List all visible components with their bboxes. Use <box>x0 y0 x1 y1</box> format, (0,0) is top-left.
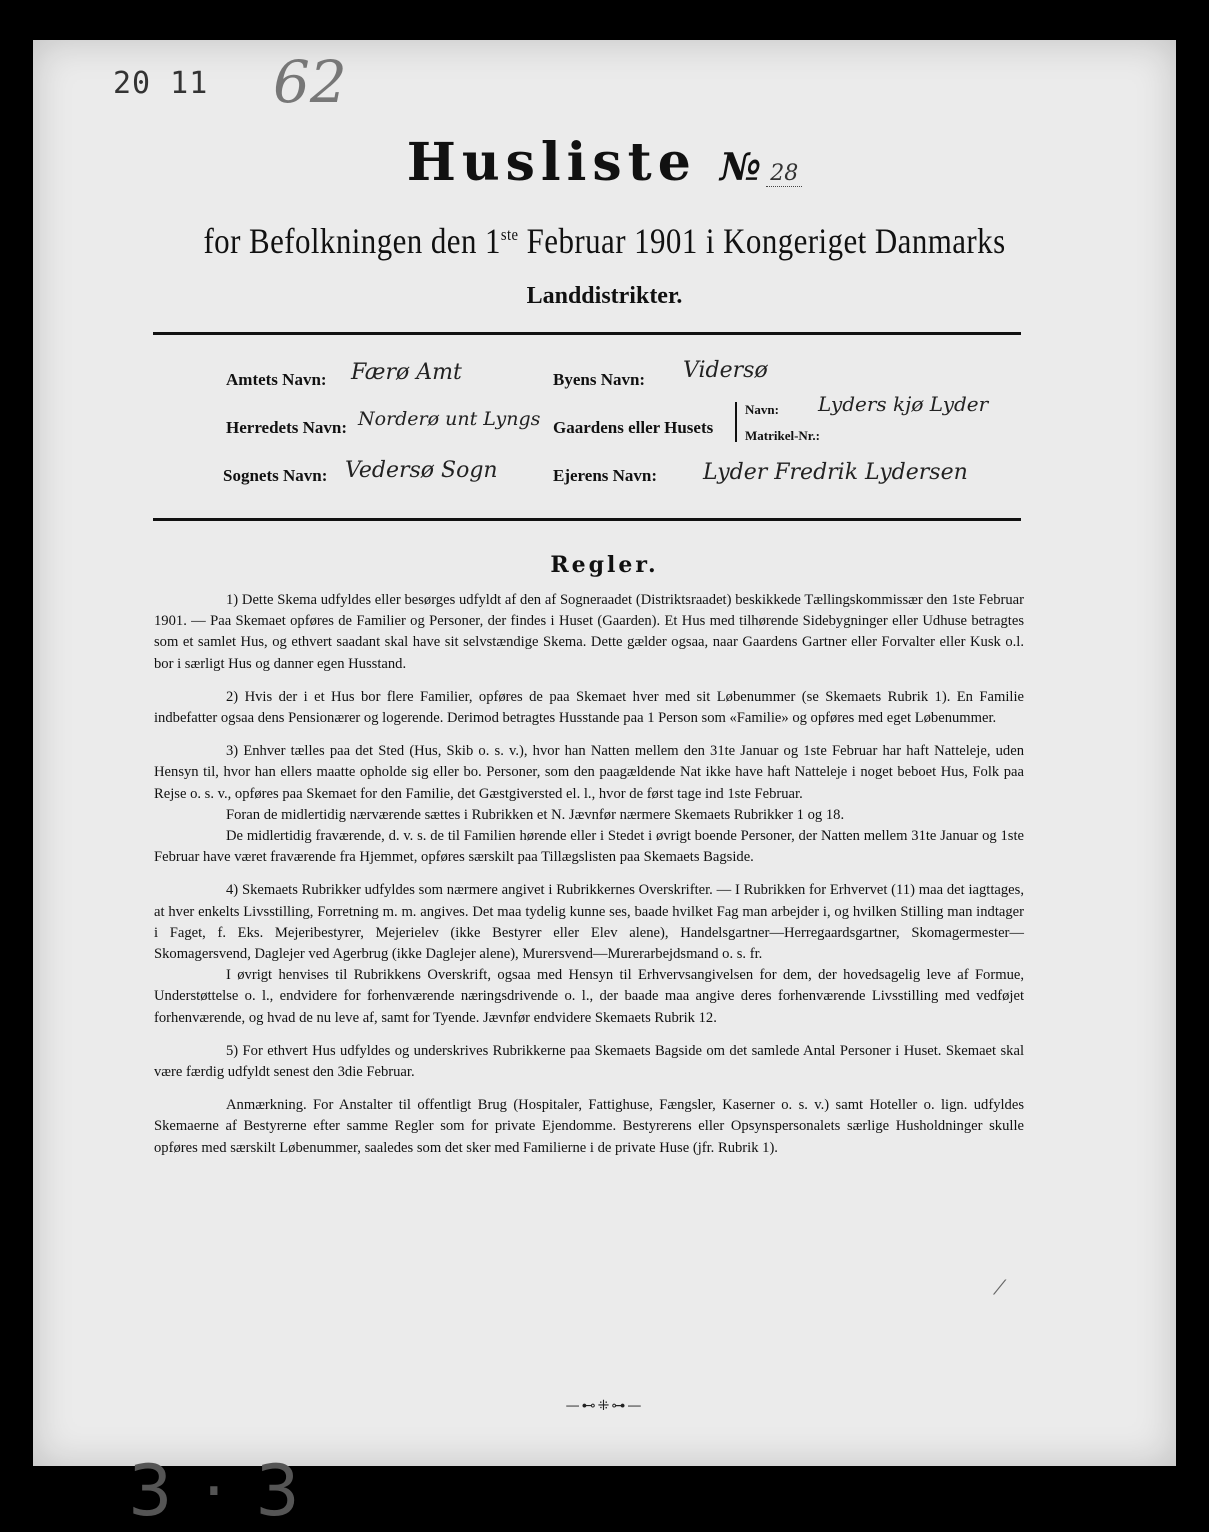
rule-paragraph-3-note-n: Foran de midlertidig nærværende sættes i Rubrikken et N. Jævnfør nærmere Skemaets Rubrikker 1 og 18. <box>226 806 845 823</box>
by-handwritten-value: Vidersø <box>683 358 768 383</box>
rule-paragraph-4-cont: I øvrigt henvises til Rubrikkens Overskrift, ogsaa med Hensyn til Erhvervsangivelsen for dem, der hovedsagelig leve af Formue, Understøttelse o. l., endvidere for forhenværende næringsdrivende o. l., der baade maa angive deres forhenværende Livsstilling med vedføjet forhenværende, og hvad de nu leve af, samt for Tyende. Jævnfør endvidere Skemaets Rubrik 12. <box>154 967 1024 1026</box>
matrikel-label: Matrikel-Nr.: <box>745 428 820 443</box>
rule-paragraph-5: 5) For ethvert Hus udfyldes og underskrives Rubrikkerne paa Skemaets Bagside om det samlede Antal Personer i Huset. Skemaet skal være færdig udfyldt senest den 3die Februar. <box>154 1042 1024 1081</box>
sogn-handwritten-value: Vedersø Sogn <box>345 458 498 483</box>
remark-paragraph: Anmærkning. For Anstalter til offentligt Brug (Hospitaler, Fattighuse, Fængsler, Kaserner o. s. v.) samt Hoteller o. lign. udfyldes Skemaerne af Bestyrerne efter samme Regler som for private Ejendomme. Bestyrerens eller Opsynspersonalets særlige Husholdninger skulle opføres med særskilt Løbenummer, saaledes som det sker med Familierne i de private Huse (jfr. Rubrik 1). <box>154 1097 1024 1156</box>
rules-heading: Regler. <box>550 552 659 578</box>
form-subtitle: for Befolkningen den 1ste Februar 1901 i Kongeriget Danmarks <box>203 221 1006 261</box>
rule-paragraph-3-absent: De midlertidig fraværende, d. v. s. de til Familien hørende eller i Stedet i øvrigt boende Personer, der Natten mellem 31te Januar og 1ste Februar have været fraværende fra Hjemmet, opføres særskilt paa Tillægslisten paa Skemaets Bagside. <box>154 828 1024 866</box>
amt-label: Amtets Navn: <box>226 370 327 389</box>
form-title: Husliste <box>406 132 697 193</box>
handwritten-bottom-note: 3 · 3 <box>128 1450 304 1532</box>
form-title-row <box>33 132 1176 193</box>
rule-paragraph-3: 3) Enhver tælles paa det Sted (Hus, Skib o. s. v.), hvor han Natten mellem den 31te Januar og 1ste Februar har haft Natteleje, uden Hensyn til, hvor han ellers maatte opholde sig eller bo. Personer, som den paagældende Nat ikke have haft Natteleje i noget beboet Hus, Folk paa Rejse o. s. v., opføres paa Skemaet for den Familie, det Gæstgiversted el. l., hvor de først tage ind 1ste Februar. <box>154 743 1024 802</box>
amt-handwritten-value: Færø Amt <box>351 360 462 385</box>
navn-handwritten-value: Lyders kjø Lyder <box>818 392 989 416</box>
archive-stamp-number: 20 11 <box>113 66 209 101</box>
rule-paragraph-4: 4) Skemaets Rubrikker udfyldes som nærmere angivet i Rubrikkernes Overskrifter. — I Rubrikken for Erhvervet (11) maa det iagttages, at hver enkelts Livsstilling, Forretning m. m. angives. Det maa tydelig kunne ses, baade hvilket Fag man arbejder i, og hvilken Stilling man indtager i Faget, f. Eks. Mejeribestyrer, Mejerielev (ikke Bestyrer eller Elev alene), Handelsgartner—Herregaardsgartner, Skomagermester—Skomagersvend, Daglejer ved Agerbrug (ikke Daglejer alene), Murersvend—Murerarbejdsmand o. s. fr. <box>154 882 1024 963</box>
gaard-label: Gaardens eller Husets <box>553 418 714 437</box>
navn-label: Navn: <box>745 402 779 417</box>
top-divider <box>153 332 1021 335</box>
herred-label: Herredets Navn: <box>226 418 348 437</box>
herred-handwritten-value: Norderø unt Lyngs <box>358 408 541 430</box>
number-label: № <box>719 144 762 189</box>
census-form-sheet <box>33 40 1176 1532</box>
closing-ornament: —⊷⁜⊶— <box>565 1398 644 1414</box>
by-label: Byens Navn: <box>553 370 646 389</box>
district-type-heading: Landdistrikter. <box>526 283 683 309</box>
rule-paragraph-2: 2) Hvis der i et Hus bor flere Familier, opføres de paa Skemaet hver med sit Løbenummer (se Skemaets Rubrik 1). En Familie indbefatter ogsaa dens Pensionærer og logerende. Derimod betragtes Husstande paa 1 Person som «Familie» og opføres med eget Løbenummer. <box>154 688 1024 727</box>
rule-paragraph-1: 1) Dette Skema udfyldes eller besørges udfyldt af den af Sogneraadet (Distriktsraadet) beskikkede Tællingskommissær den 1ste Februar 1901. — Paa Skemaet opføres de Familier og Personer, der findes i Huset (Gaarden). Et Hus med tilhørende Sidebygninger eller Udhuse betragtes som et samlet Hus, og ethvert saadant skal have sit selvstændige Skema. Dette gælder ogsaa, naar Gaardens Gartner eller Forvalter eller Kusk o.l. bor i særligt Hus og danner egen Husstand. <box>154 592 1024 672</box>
sogn-label: Sognets Navn: <box>223 466 328 485</box>
ejer-handwritten-value: Lyder Fredrik Lydersen <box>703 460 968 485</box>
field-brace <box>735 402 737 442</box>
rules-body <box>154 590 1024 1171</box>
pencil-tick-mark: ⁄ <box>998 1275 1002 1299</box>
handwritten-list-number: 28 <box>766 161 802 187</box>
bottom-divider <box>153 518 1021 521</box>
ejer-label: Ejerens Navn: <box>553 466 658 485</box>
pencil-annotation-number: 62 <box>273 48 347 116</box>
